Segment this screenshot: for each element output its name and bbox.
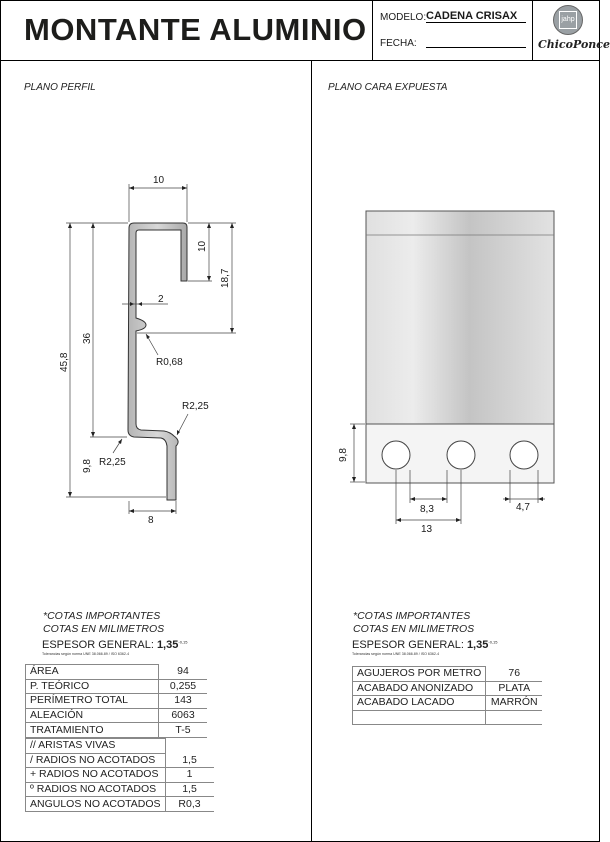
- table-row: [26, 679, 208, 694]
- table-row: [26, 665, 208, 680]
- thickness-value: 1,35: [156, 639, 179, 651]
- table-row: [26, 797, 214, 812]
- face-section-title: PLANO CARA EXPUESTA: [328, 82, 448, 93]
- face-drawing: [311, 0, 600, 600]
- row-key: TRATAMIENTO: [26, 723, 159, 738]
- hole: [382, 441, 410, 469]
- row-key: / RADIOS NO ACOTADOS: [26, 753, 166, 768]
- row-key: º RADIOS NO ACOTADOS: [26, 782, 166, 797]
- dim-bottom-height: 9,8: [82, 459, 93, 473]
- thickness-left: [42, 639, 187, 651]
- table-row: [26, 768, 214, 783]
- dim-diameter: 4,7: [516, 502, 530, 513]
- table-row: [353, 696, 543, 711]
- dim-radius-068: R0,68: [156, 357, 183, 368]
- row-value: T-5: [159, 723, 208, 738]
- note-units: COTAS EN MILIMETROS: [353, 623, 475, 635]
- tolerance-note: Tolerancias según norma UNE 38.066.89 / ISO 6362-4: [352, 652, 440, 656]
- row-value: MARRÓN: [486, 696, 543, 711]
- thickness-label: ESPESOR GENERAL:: [42, 639, 154, 651]
- row-value: 94: [159, 665, 208, 680]
- row-key: AGUJEROS POR METRO: [353, 667, 486, 682]
- note-units: COTAS EN MILIMETROS: [43, 623, 165, 635]
- table-row: [26, 782, 214, 797]
- thickness-right: [352, 639, 497, 651]
- row-value: 1: [165, 768, 214, 783]
- table-row: [26, 694, 208, 709]
- dim-radius-225-top: R2,25: [182, 401, 209, 412]
- row-key: ACABADO ANONIZADO: [353, 681, 486, 696]
- notes-left: [43, 610, 164, 636]
- table-row: [26, 708, 208, 723]
- notes-right: [353, 610, 474, 636]
- dim-hole-height: 9,8: [338, 448, 349, 462]
- row-key: ACABADO LACADO: [353, 696, 486, 711]
- row-value: 0,255: [159, 679, 208, 694]
- logo-initials: jahp: [559, 11, 577, 29]
- row-key: P. TEÓRICO: [26, 679, 159, 694]
- table-row: [26, 723, 208, 738]
- dim-height-36: 36: [82, 332, 93, 344]
- table-row: [353, 667, 543, 682]
- date-label: FECHA:: [380, 38, 417, 49]
- row-key: // ARISTAS VIVAS: [26, 739, 166, 754]
- note-important: *COTAS IMPORTANTES: [43, 610, 161, 622]
- page-title: MONTANTE ALUMINIO: [24, 12, 367, 47]
- table-row: [26, 739, 214, 754]
- thickness-label: ESPESOR GENERAL:: [352, 639, 464, 651]
- brand-wordmark: ChicoPonce: [538, 38, 610, 51]
- finish-table: [352, 666, 542, 725]
- dim-top-width: 10: [153, 175, 165, 186]
- row-value: PLATA: [486, 681, 543, 696]
- row-key: + RADIOS NO ACOTADOS: [26, 768, 166, 783]
- table-row: [353, 681, 543, 696]
- row-value: 1,5: [165, 753, 214, 768]
- dim-bottom-width: 8: [148, 515, 154, 526]
- model-label: MODELO:: [380, 12, 427, 23]
- tolerance-note: Tolerancias según norma UNE 38.066.89 / ISO 6362-4: [42, 652, 130, 656]
- row-key: ÁREA: [26, 665, 159, 680]
- row-value: 143: [159, 694, 208, 709]
- dim-gap: 2: [158, 294, 164, 305]
- row-key: ALEACIÓN: [26, 708, 159, 723]
- profile-drawing: [0, 0, 311, 600]
- row-key: ANGULOS NO ACOTADOS: [26, 797, 166, 812]
- dim-lip-height: 10: [197, 240, 208, 252]
- row-value: [165, 739, 214, 754]
- dim-total-height: 45,8: [59, 352, 70, 372]
- row-value: R0,3: [165, 797, 214, 812]
- dim-radius-225-bottom: R2,25: [99, 457, 126, 468]
- row-key: PERÍMETRO TOTAL: [26, 694, 159, 709]
- row-key: [353, 710, 486, 725]
- thickness-tolerance: -0,15: [488, 639, 498, 645]
- note-important: *COTAS IMPORTANTES: [353, 610, 471, 622]
- profile-section-title: PLANO PERFIL: [24, 82, 96, 93]
- properties-table: [25, 664, 207, 738]
- thickness-value: 1,35: [466, 639, 489, 651]
- row-value: [486, 710, 543, 725]
- hole: [510, 441, 538, 469]
- table-row: [26, 753, 214, 768]
- row-value: 76: [486, 667, 543, 682]
- row-value: 1,5: [165, 782, 214, 797]
- radii-table: [25, 738, 214, 812]
- hole: [447, 441, 475, 469]
- row-value: 6063: [159, 708, 208, 723]
- dim-upper-height: 18,7: [220, 268, 231, 288]
- dim-spacing: 8,3: [420, 504, 434, 515]
- model-value: CADENA CRISAX: [426, 10, 526, 23]
- table-row: [353, 710, 543, 725]
- dim-pitch: 13: [421, 524, 433, 535]
- thickness-tolerance: -0,15: [178, 639, 188, 645]
